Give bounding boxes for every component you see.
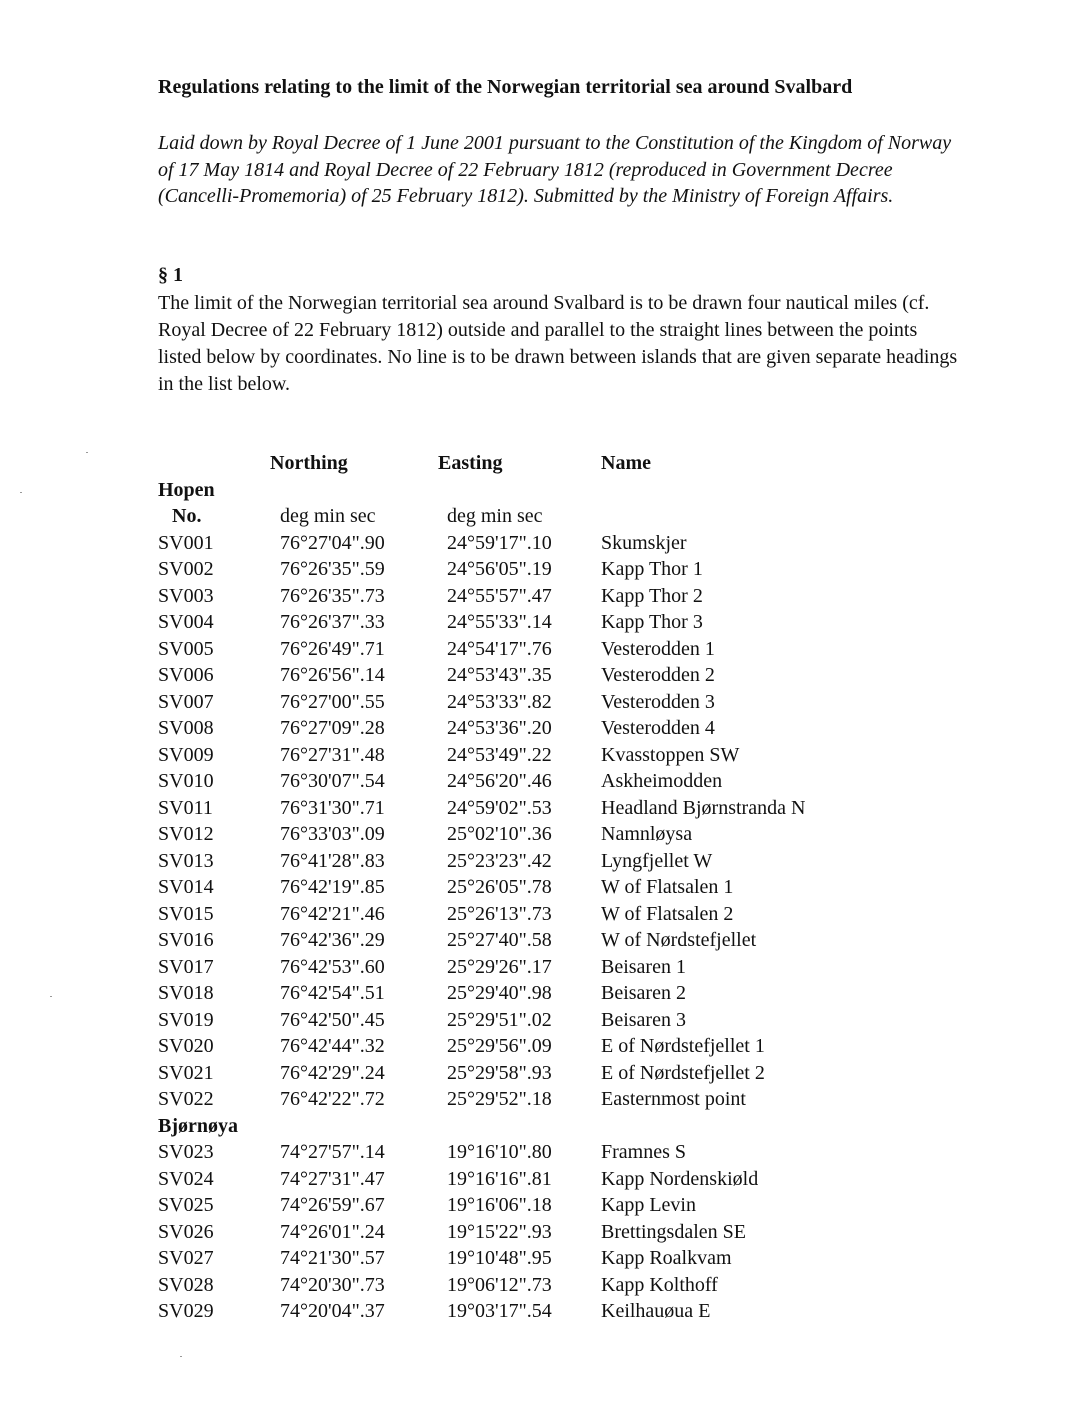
point-number: SV009: [158, 743, 214, 766]
point-number: SV008: [158, 717, 214, 739]
easting-value: 24°55'57".47: [447, 584, 552, 607]
scan-speck: [20, 492, 22, 493]
northing-value: 74°26'01".24: [280, 1220, 385, 1243]
point-name: Kapp Thor 3: [601, 611, 703, 633]
northing-value: 76°27'09".28: [280, 717, 385, 739]
easting-value: 19°03'17".54: [447, 1300, 552, 1322]
northing-value: 76°27'00".55: [280, 690, 385, 713]
group-heading: Hopen: [158, 478, 215, 501]
point-name: Headland Bjørnstranda N: [601, 796, 806, 819]
easting-value: 19°16'10".80: [447, 1141, 552, 1163]
table-header-row: [0, 450, 1088, 477]
northing-value: 74°27'31".47: [280, 1167, 385, 1190]
point-name: Kapp Thor 1: [601, 558, 703, 580]
table-row: [0, 821, 1088, 848]
table-row: [0, 795, 1088, 822]
table-row: [0, 980, 1088, 1007]
point-name: Kapp Levin: [601, 1194, 696, 1216]
point-name: Lyngfjellet W: [601, 849, 713, 872]
point-name: Vesterodden 2: [601, 664, 715, 686]
easting-value: 25°02'10".36: [447, 823, 552, 845]
point-number: SV021: [158, 1061, 214, 1084]
table-row: [0, 1007, 1088, 1034]
northing-value: 74°20'04".37: [280, 1300, 385, 1322]
point-number: SV012: [158, 823, 214, 845]
easting-value: 25°29'58".93: [447, 1061, 552, 1084]
coordinates-table: [0, 450, 1088, 1325]
northing-value: 76°26'37".33: [280, 611, 385, 633]
point-name: W of Nørdstefjellet: [601, 929, 757, 951]
point-name: Vesterodden 4: [601, 717, 715, 739]
easting-value: 24°53'33".82: [447, 690, 552, 713]
northing-value: 76°26'35".59: [280, 558, 385, 580]
point-number: SV010: [158, 770, 214, 792]
table-row: [0, 901, 1088, 928]
scan-speck: [50, 996, 52, 997]
easting-value: 24°53'43".35: [447, 664, 552, 686]
point-name: W of Flatsalen 1: [601, 876, 734, 898]
point-number: SV018: [158, 982, 214, 1004]
subheader-easting-units: deg min sec: [447, 505, 543, 527]
easting-value: 24°54'17".76: [447, 637, 552, 660]
point-number: SV022: [158, 1088, 214, 1110]
point-number: SV002: [158, 558, 214, 580]
point-name: E of Nørdstefjellet 1: [601, 1035, 765, 1057]
easting-value: 25°29'52".18: [447, 1088, 552, 1110]
easting-value: 24°59'17".10: [447, 531, 552, 554]
point-name: Vesterodden 3: [601, 690, 715, 713]
easting-value: 25°27'40".58: [447, 929, 552, 951]
northing-value: 76°42'44".32: [280, 1035, 385, 1057]
group-heading: Bjørnøya: [158, 1114, 238, 1137]
point-number: SV007: [158, 690, 214, 713]
point-name: Framnes S: [601, 1141, 686, 1163]
easting-value: 19°06'12".73: [447, 1273, 552, 1296]
northing-value: 74°20'30".73: [280, 1273, 385, 1296]
point-number: SV027: [158, 1247, 214, 1269]
point-name: Beisaren 3: [601, 1008, 686, 1031]
point-number: SV013: [158, 849, 214, 872]
table-row: [0, 1139, 1088, 1166]
point-name: Kvasstoppen SW: [601, 743, 740, 766]
scan-speck: [86, 452, 88, 453]
easting-value: 25°26'05".78: [447, 876, 552, 898]
northing-value: 76°42'21".46: [280, 902, 385, 925]
point-name: E of Nørdstefjellet 2: [601, 1061, 765, 1084]
table-row: [0, 609, 1088, 636]
northing-value: 76°26'49".71: [280, 637, 385, 660]
table-row: [0, 954, 1088, 981]
scan-speck: [180, 1356, 182, 1357]
point-number: SV003: [158, 584, 214, 607]
table-row: [0, 662, 1088, 689]
easting-value: 25°23'23".42: [447, 849, 552, 872]
table-row: [0, 1219, 1088, 1246]
point-number: SV025: [158, 1194, 214, 1216]
header-name: Name: [601, 452, 651, 474]
table-row: [0, 1033, 1088, 1060]
easting-value: 24°53'36".20: [447, 717, 552, 739]
point-number: SV023: [158, 1141, 214, 1163]
table-row: [0, 583, 1088, 610]
point-number: SV026: [158, 1220, 214, 1243]
point-number: SV014: [158, 876, 214, 898]
point-number: SV028: [158, 1273, 214, 1296]
easting-value: 24°56'20".46: [447, 770, 552, 792]
northing-value: 76°42'29".24: [280, 1061, 385, 1084]
easting-value: 24°56'05".19: [447, 558, 552, 580]
northing-value: 76°27'04".90: [280, 531, 385, 554]
point-name: Kapp Roalkvam: [601, 1247, 732, 1269]
point-number: SV011: [158, 796, 213, 819]
northing-value: 76°31'30".71: [280, 796, 385, 819]
table-row: [0, 742, 1088, 769]
point-name: Keilhauøua E: [601, 1300, 711, 1322]
table-row: [0, 1192, 1088, 1219]
section-paragraph: The limit of the Norwegian territorial sea around Svalbard is to be drawn four nautical miles (cf. Royal Decree of 22 February 1812) outside and parallel to the straight lines between the points listed below by coordinates. No line is to be drawn between islands that are given separate headings in the list below.: [158, 292, 958, 395]
point-name: Namnløysa: [601, 823, 693, 845]
easting-value: 25°29'51".02: [447, 1008, 552, 1031]
table-row: [0, 1245, 1088, 1272]
subheader-northing-units: deg min sec: [280, 505, 376, 527]
point-number: SV019: [158, 1008, 214, 1031]
northing-value: 76°42'54".51: [280, 982, 385, 1004]
point-number: SV004: [158, 611, 214, 633]
group-heading-row: [0, 1113, 1088, 1140]
northing-value: 76°26'56".14: [280, 664, 385, 686]
group-heading-row: [0, 477, 1088, 504]
easting-value: 19°16'06".18: [447, 1194, 552, 1216]
table-subheader-row: [0, 503, 1088, 530]
northing-value: 76°42'22".72: [280, 1088, 385, 1110]
table-row: [0, 556, 1088, 583]
point-number: SV001: [158, 531, 214, 554]
easting-value: 19°10'48".95: [447, 1247, 552, 1269]
easting-value: 19°15'22".93: [447, 1220, 552, 1243]
easting-value: 25°29'40".98: [447, 982, 552, 1004]
table-row: [0, 1166, 1088, 1193]
northing-value: 76°42'53".60: [280, 955, 385, 978]
point-name: Kapp Nordenskiøld: [601, 1167, 759, 1190]
northing-value: 76°30'07".54: [280, 770, 385, 792]
point-name: Brettingsdalen SE: [601, 1220, 746, 1243]
easting-value: 24°55'33".14: [447, 611, 552, 633]
point-number: SV029: [158, 1300, 214, 1322]
point-number: SV017: [158, 955, 214, 978]
point-name: Skumskjer: [601, 531, 687, 554]
point-number: SV006: [158, 664, 214, 686]
point-name: Kapp Kolthoff: [601, 1273, 718, 1296]
point-name: Vesterodden 1: [601, 637, 715, 660]
point-name: W of Flatsalen 2: [601, 902, 734, 925]
point-number: SV005: [158, 637, 214, 660]
northing-value: 76°42'36".29: [280, 929, 385, 951]
point-number: SV015: [158, 902, 214, 925]
point-number: SV020: [158, 1035, 214, 1057]
table-row: [0, 848, 1088, 875]
point-number: SV016: [158, 929, 214, 951]
table-row: [0, 1298, 1088, 1325]
table-row: [0, 768, 1088, 795]
table-row: [0, 530, 1088, 557]
northing-value: 76°42'50".45: [280, 1008, 385, 1031]
point-name: Askheimodden: [601, 770, 723, 792]
northing-value: 74°21'30".57: [280, 1247, 385, 1269]
point-name: Beisaren 1: [601, 955, 686, 978]
table-row: [0, 689, 1088, 716]
table-row: [0, 636, 1088, 663]
table-row: [0, 1086, 1088, 1113]
easting-value: 25°26'13".73: [447, 902, 552, 925]
northing-value: 74°27'57".14: [280, 1141, 385, 1163]
document-title: Regulations relating to the limit of the Norwegian territorial sea around Svalbard: [158, 76, 853, 98]
header-easting: Easting: [438, 452, 503, 474]
easting-value: 25°29'56".09: [447, 1035, 552, 1057]
subheader-no: No.: [172, 505, 202, 527]
easting-value: 24°53'49".22: [447, 743, 552, 766]
section-heading: § 1: [158, 264, 183, 286]
point-name: Kapp Thor 2: [601, 584, 703, 607]
northing-value: 76°33'03".09: [280, 823, 385, 845]
table-row: [0, 927, 1088, 954]
northing-value: 76°42'19".85: [280, 876, 385, 898]
table-body: [0, 477, 1088, 1325]
easting-value: 25°29'26".17: [447, 955, 552, 978]
document-subtitle: Laid down by Royal Decree of 1 June 2001 pursuant to the Constitution of the Kingdom of Norway of 17 May 1814 and Royal Decree of 22 February 1812 (reproduced in Government Decree (Cancelli-Promemoria) of 25 February 1812). Submitted by the Ministry of Foreign Affairs.: [158, 132, 952, 207]
point-number: SV024: [158, 1167, 214, 1190]
easting-value: 19°16'16".81: [447, 1167, 552, 1190]
northing-value: 76°41'28".83: [280, 849, 385, 872]
point-name: Beisaren 2: [601, 982, 686, 1004]
table-row: [0, 874, 1088, 901]
northing-value: 74°26'59".67: [280, 1194, 385, 1216]
header-northing: Northing: [270, 452, 348, 474]
easting-value: 24°59'02".53: [447, 796, 552, 819]
table-row: [0, 1060, 1088, 1087]
northing-value: 76°26'35".73: [280, 584, 385, 607]
northing-value: 76°27'31".48: [280, 743, 385, 766]
table-row: [0, 1272, 1088, 1299]
table-row: [0, 715, 1088, 742]
point-name: Easternmost point: [601, 1088, 746, 1110]
